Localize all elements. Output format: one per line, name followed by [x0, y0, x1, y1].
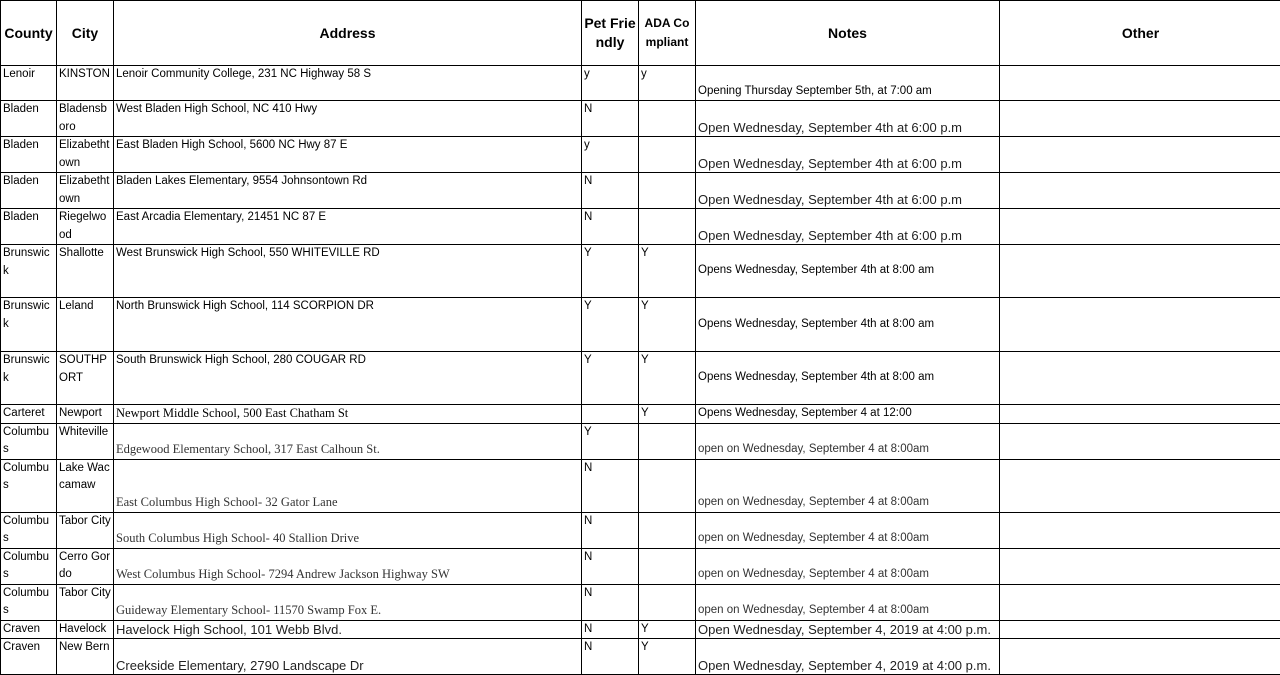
county-cell[interactable]: Bladen [1, 137, 57, 173]
notes-cell[interactable]: Opens Wednesday, September 4th at 8:00 am [696, 298, 1000, 352]
county-cell[interactable]: Lenoir [1, 66, 57, 101]
county-cell[interactable]: Bladen [1, 173, 57, 209]
header-city[interactable]: City [57, 1, 114, 66]
other-cell[interactable] [1000, 512, 1280, 548]
ada-cell[interactable] [639, 173, 696, 209]
ada-cell[interactable] [639, 459, 696, 512]
address-cell[interactable]: East Columbus High School- 32 Gator Lane [114, 459, 582, 512]
pet-cell[interactable] [582, 405, 639, 424]
pet-cell[interactable]: N [582, 101, 639, 137]
pet-cell[interactable]: N [582, 209, 639, 245]
notes-cell[interactable]: open on Wednesday, September 4 at 8:00am [696, 423, 1000, 459]
address-cell[interactable]: West Bladen High School, NC 410 Hwy [114, 101, 582, 137]
other-cell[interactable] [1000, 137, 1280, 173]
notes-cell[interactable]: Open Wednesday, September 4, 2019 at 4:00 p.m. [696, 620, 1000, 639]
ada-cell[interactable]: Y [639, 245, 696, 298]
address-cell[interactable]: South Brunswick High School, 280 COUGAR RD [114, 352, 582, 405]
address-cell[interactable]: Edgewood Elementary School, 317 East Calhoun St. [114, 423, 582, 459]
other-cell[interactable] [1000, 584, 1280, 620]
notes-cell[interactable]: open on Wednesday, September 4 at 8:00am [696, 584, 1000, 620]
ada-cell[interactable]: y [639, 66, 696, 101]
city-cell[interactable]: Shallotte [57, 245, 114, 298]
header-county[interactable]: County [1, 1, 57, 66]
pet-cell[interactable]: N [582, 584, 639, 620]
table-row [1, 548, 1280, 584]
table-row [1, 352, 1280, 405]
table-row [1, 620, 1280, 639]
city-cell[interactable]: Tabor City [57, 512, 114, 548]
city-cell[interactable]: Whiteville [57, 423, 114, 459]
pet-cell[interactable]: Y [582, 352, 639, 405]
notes-cell[interactable]: Opens Wednesday, September 4th at 8:00 am [696, 245, 1000, 298]
notes-cell[interactable]: Opening Thursday September 5th, at 7:00 am [696, 66, 1000, 101]
table-row [1, 423, 1280, 459]
city-cell[interactable]: Newport [57, 405, 114, 424]
other-cell[interactable] [1000, 245, 1280, 298]
city-cell[interactable]: Riegelwood [57, 209, 114, 245]
address-cell[interactable]: West Columbus High School- 7294 Andrew Jackson Highway SW [114, 548, 582, 584]
other-cell[interactable] [1000, 423, 1280, 459]
city-cell[interactable]: Cerro Gordo [57, 548, 114, 584]
county-cell[interactable]: Brunswick [1, 352, 57, 405]
city-cell[interactable]: Tabor City [57, 584, 114, 620]
notes-cell[interactable]: Open Wednesday, September 4th at 6:00 p.m [696, 101, 1000, 137]
notes-cell[interactable]: open on Wednesday, September 4 at 8:00am [696, 548, 1000, 584]
address-cell[interactable]: Havelock High School, 101 Webb Blvd. [114, 620, 582, 639]
address-cell[interactable]: East Bladen High School, 5600 NC Hwy 87 E [114, 137, 582, 173]
table-row [1, 584, 1280, 620]
ada-cell[interactable]: Y [639, 298, 696, 352]
pet-cell[interactable]: N [582, 548, 639, 584]
ada-cell[interactable] [639, 137, 696, 173]
county-cell[interactable]: Columbus [1, 459, 57, 512]
ada-cell[interactable] [639, 101, 696, 137]
county-cell[interactable]: Brunswick [1, 245, 57, 298]
ada-cell[interactable]: Y [639, 620, 696, 639]
city-cell[interactable]: Havelock [57, 620, 114, 639]
other-cell[interactable] [1000, 101, 1280, 137]
address-cell[interactable]: Guideway Elementary School- 11570 Swamp Fox E. [114, 584, 582, 620]
header-notes[interactable]: Notes [696, 1, 1000, 66]
other-cell[interactable] [1000, 459, 1280, 512]
table-row [1, 245, 1280, 298]
county-cell[interactable]: Columbus [1, 512, 57, 548]
table-row [1, 209, 1280, 245]
pet-cell[interactable]: N [582, 173, 639, 209]
other-cell[interactable] [1000, 66, 1280, 101]
address-cell[interactable]: Bladen Lakes Elementary, 9554 Johnsontown Rd [114, 173, 582, 209]
ada-cell[interactable] [639, 423, 696, 459]
pet-cell[interactable]: Y [582, 298, 639, 352]
city-cell[interactable]: Leland [57, 298, 114, 352]
address-cell[interactable]: Creekside Elementary, 2790 Landscape Dr [114, 639, 582, 675]
notes-cell[interactable]: open on Wednesday, September 4 at 8:00am [696, 459, 1000, 512]
address-cell[interactable]: East Arcadia Elementary, 21451 NC 87 E [114, 209, 582, 245]
county-cell[interactable]: Columbus [1, 548, 57, 584]
pet-cell[interactable]: Y [582, 423, 639, 459]
other-cell[interactable] [1000, 173, 1280, 209]
county-cell[interactable]: Bladen [1, 209, 57, 245]
county-cell[interactable]: Brunswick [1, 298, 57, 352]
other-cell[interactable] [1000, 352, 1280, 405]
ada-cell[interactable]: Y [639, 405, 696, 424]
city-cell[interactable]: KINSTON [57, 66, 114, 101]
city-cell[interactable]: Bladensboro [57, 101, 114, 137]
county-cell[interactable]: Carteret [1, 405, 57, 424]
city-cell[interactable]: New Bern [57, 639, 114, 675]
header-row [1, 1, 1280, 66]
table-row [1, 173, 1280, 209]
notes-cell[interactable]: Open Wednesday, September 4, 2019 at 4:00 p.m. [696, 639, 1000, 675]
city-cell[interactable]: Elizabethtown [57, 137, 114, 173]
ada-cell[interactable]: Y [639, 639, 696, 675]
pet-cell[interactable]: Y [582, 245, 639, 298]
other-cell[interactable] [1000, 405, 1280, 424]
county-cell[interactable]: Bladen [1, 101, 57, 137]
pet-cell[interactable]: N [582, 512, 639, 548]
county-cell[interactable]: Columbus [1, 423, 57, 459]
header-pet-friendly[interactable]: Pet Friendly [582, 1, 639, 66]
pet-cell[interactable]: y [582, 66, 639, 101]
pet-cell[interactable]: N [582, 459, 639, 512]
header-address[interactable]: Address [114, 1, 582, 66]
notes-cell[interactable]: Open Wednesday, September 4th at 6:00 p.m [696, 137, 1000, 173]
table-row [1, 639, 1280, 675]
other-cell[interactable] [1000, 548, 1280, 584]
pet-cell[interactable]: N [582, 639, 639, 675]
header-ada-compliant[interactable]: ADA Compliant [639, 1, 696, 66]
notes-cell[interactable]: open on Wednesday, September 4 at 8:00am [696, 512, 1000, 548]
other-cell[interactable] [1000, 620, 1280, 639]
address-cell[interactable]: West Brunswick High School, 550 WHITEVILLE RD [114, 245, 582, 298]
table-row [1, 459, 1280, 512]
pet-cell[interactable]: y [582, 137, 639, 173]
other-cell[interactable] [1000, 639, 1280, 675]
ada-cell[interactable]: Y [639, 352, 696, 405]
pet-cell[interactable]: N [582, 620, 639, 639]
table-row [1, 512, 1280, 548]
other-cell[interactable] [1000, 209, 1280, 245]
county-cell[interactable]: Craven [1, 620, 57, 639]
other-cell[interactable] [1000, 298, 1280, 352]
city-cell[interactable]: Elizabethtown [57, 173, 114, 209]
address-cell[interactable]: Newport Middle School, 500 East Chatham St [114, 405, 582, 424]
county-cell[interactable]: Craven [1, 639, 57, 675]
table-row [1, 298, 1280, 352]
notes-cell[interactable]: Opens Wednesday, September 4th at 8:00 am [696, 352, 1000, 405]
table-row [1, 101, 1280, 137]
notes-cell[interactable]: Open Wednesday, September 4th at 6:00 p.m [696, 173, 1000, 209]
table-row [1, 66, 1280, 101]
notes-cell[interactable]: Open Wednesday, September 4th at 6:00 p.m [696, 209, 1000, 245]
ada-cell[interactable] [639, 548, 696, 584]
address-cell[interactable]: Lenoir Community College, 231 NC Highway 58 S [114, 66, 582, 101]
city-cell[interactable]: SOUTHPORT [57, 352, 114, 405]
notes-cell[interactable]: Opens Wednesday, September 4 at 12:00 [696, 405, 1000, 424]
address-cell[interactable]: South Columbus High School- 40 Stallion Drive [114, 512, 582, 548]
ada-cell[interactable] [639, 584, 696, 620]
table-row [1, 137, 1280, 173]
address-cell[interactable]: North Brunswick High School, 114 SCORPION DR [114, 298, 582, 352]
table-row [1, 405, 1280, 424]
ada-cell[interactable] [639, 512, 696, 548]
city-cell[interactable]: Lake Waccamaw [57, 459, 114, 512]
header-other[interactable]: Other [1000, 1, 1280, 66]
county-cell[interactable]: Columbus [1, 584, 57, 620]
ada-cell[interactable] [639, 209, 696, 245]
